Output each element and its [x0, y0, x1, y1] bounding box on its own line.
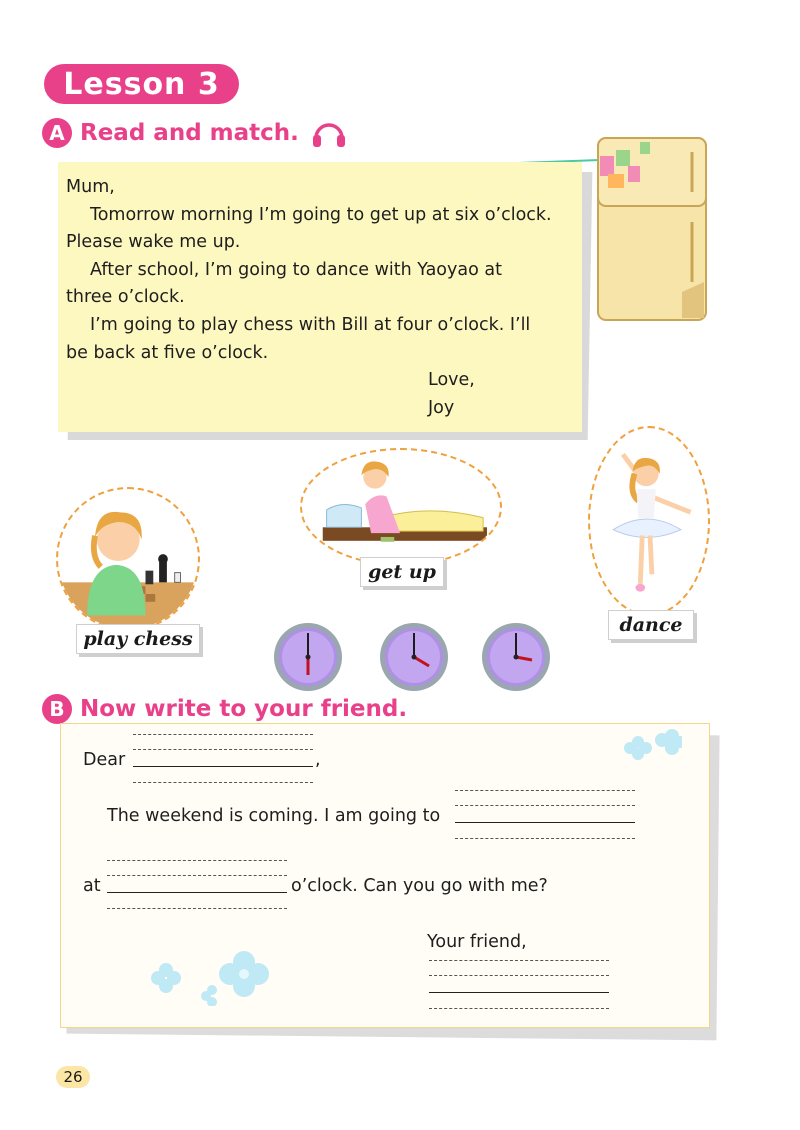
- your-friend-text: Your friend,: [427, 932, 527, 952]
- page-number: 26: [56, 1066, 90, 1088]
- dance-picture[interactable]: [588, 426, 710, 616]
- play-chess-picture[interactable]: [56, 487, 200, 631]
- flower-icon: [618, 728, 682, 764]
- note-line: After school, I’m going to dance with Yaoyao at: [90, 259, 502, 280]
- weekend-sentence: The weekend is coming. I am going to: [107, 806, 441, 826]
- note-line: be back at five o’clock.: [66, 342, 269, 363]
- note-line: I’m going to play chess with Bill at four o’clock. I’ll: [90, 314, 531, 335]
- note-card: [58, 162, 582, 432]
- note-signature: Joy: [428, 397, 455, 418]
- flower-icon: [144, 948, 274, 1006]
- clock-icon: [378, 621, 450, 693]
- section-a-letter: A: [42, 118, 72, 148]
- dear-text: Dear: [83, 750, 126, 770]
- play-chess-label: play chess: [76, 624, 200, 654]
- section-a-title: Read and match.: [80, 120, 299, 146]
- girl-playing-chess-icon: [58, 489, 198, 629]
- girl-dancing-icon: [590, 428, 708, 614]
- activity-blank[interactable]: [455, 790, 635, 840]
- note-line: Tomorrow morning I’m going to get up at six o’clock.: [90, 204, 552, 225]
- note-line: Please wake me up.: [66, 232, 241, 253]
- time-blank[interactable]: [107, 860, 287, 910]
- fridge-icon: [592, 132, 712, 322]
- section-b-letter: B: [42, 694, 72, 724]
- clock-icon: [480, 621, 552, 693]
- get-up-label: get up: [360, 557, 444, 587]
- note-closing: Love,: [428, 370, 475, 391]
- clock-icon: [272, 621, 344, 693]
- girl-getting-up-icon: [302, 450, 500, 564]
- section-b-heading: [42, 694, 407, 724]
- note-line: three o’clock.: [66, 287, 185, 308]
- note-greeting: Mum,: [66, 177, 115, 197]
- at-text: at: [83, 876, 101, 896]
- oclock-sentence: o’clock. Can you go with me?: [291, 876, 548, 896]
- dear-comma: ,: [315, 750, 321, 770]
- dance-label: dance: [608, 610, 694, 640]
- section-b-title: Now write to your friend.: [80, 696, 408, 722]
- signature-blank[interactable]: [429, 960, 609, 1010]
- friend-name-blank[interactable]: [133, 734, 313, 784]
- get-up-picture[interactable]: [300, 448, 502, 566]
- lesson-title: Lesson 3: [44, 64, 239, 104]
